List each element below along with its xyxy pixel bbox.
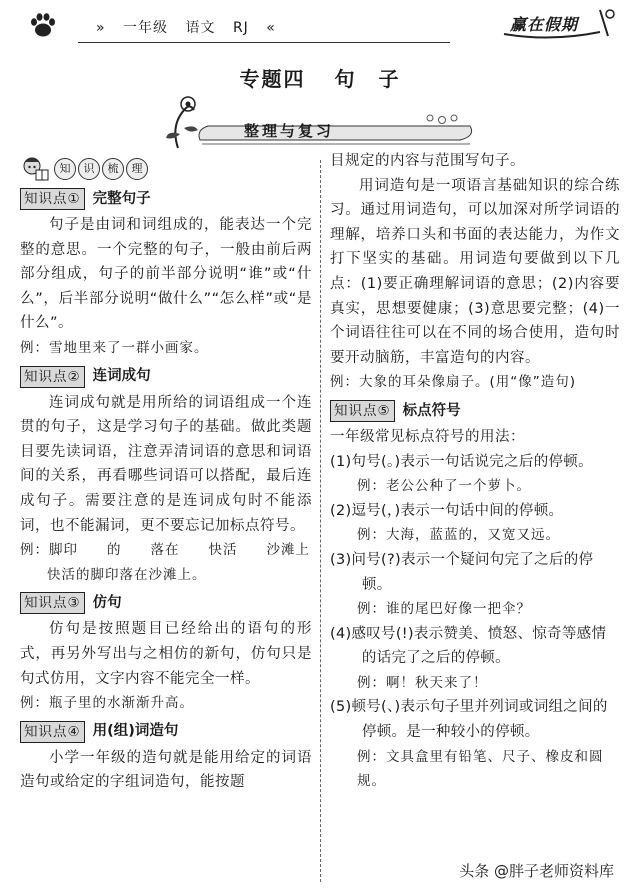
- kp2-example-answer: 快活的脚印落在沙滩上。: [47, 566, 207, 583]
- kp-label: 知识点⑤: [330, 400, 395, 422]
- brand-logo: [500, 6, 618, 40]
- knowledge-point-3-heading: [20, 591, 312, 615]
- header-info: [96, 17, 288, 37]
- kp4-example: 例：大象的耳朵像扇子。(用“像”造句): [330, 374, 577, 391]
- kp3-example: 例：瓶子里的水渐渐升高。: [20, 695, 194, 712]
- header-grade: 一年级: [123, 20, 169, 36]
- punctuation-example: 例：老公公种了一个萝卜。: [357, 478, 531, 495]
- kp-title: 完整句子: [92, 190, 151, 207]
- header-arrows-right: «: [266, 20, 276, 36]
- kp-title: 标点符号: [402, 402, 461, 419]
- brand-text: 赢在假期: [510, 15, 579, 34]
- kp5-intro: 一年级常见标点符号的用法：: [330, 428, 525, 445]
- kp4-paragraph: 小学一年级的造句就是能用给定的词语造句或给定的字组词造句，能按题: [20, 749, 312, 791]
- header-edition: RJ: [232, 20, 249, 36]
- kp-title: 仿句: [92, 595, 122, 612]
- kp-title: 用(组)词造句: [92, 723, 179, 740]
- header-subject: 语文: [185, 20, 216, 36]
- kp4-paragraph-2: 用词造句是一项语言基础知识的综合练习。通过用词造句，可以加深对所学词语的理解，培养口头和书面的表达能力，为作文打下坚实的基础。用词造句要做到以下几点：(1)要正确理解词语的意思；(2)内容要真实，思想要健康；(3)意思要完整；(4)一个词语往往可以在不同的场合使用，造句时要开动脑筋，丰富造句的内容。: [330, 177, 620, 366]
- kp-label: 知识点①: [20, 188, 85, 210]
- kp3-paragraph: 仿句是按照题目已经给出的语句的形式，再另外写出与之相仿的新句，仿句只是句式仿用，文字内容不能完全一样。: [20, 621, 312, 687]
- leaf-icon: [166, 133, 180, 139]
- column-divider: [320, 160, 321, 882]
- kp4-paragraph-continued: 目规定的内容与范围写句子。: [330, 153, 525, 169]
- section-tag-char: 梳: [102, 158, 124, 180]
- punctuation-item: (5)顿号(、)表示句子里并列词或词组之间的停顿。是一种较小的停顿。: [330, 699, 608, 741]
- right-column: [330, 149, 620, 794]
- punctuation-example: 例：谁的尾巴好像一把伞？: [357, 601, 531, 618]
- punctuation-item: (3)问号(?)表示一个疑问句完了之后的停顿。: [330, 551, 594, 593]
- kp2-example-words: 例：脚印 的 落在 快活 沙滩上: [20, 542, 310, 559]
- punctuation-example: 例：啊！秋天来了！: [357, 674, 488, 691]
- kp-label: 知识点③: [20, 592, 85, 614]
- punctuation-item: (2)逗号(，)表示一句话中间的停顿。: [330, 502, 564, 519]
- kp-label: 知识点④: [20, 721, 85, 743]
- reading-boy-icon: [20, 156, 50, 182]
- kp1-paragraph: 句子是由词和词组成的，能表达一个完整的意思。一个完整的句子，一般由前后两部分组成，句子的前半部分说明“谁”或“什么”，后半部分说明“做什么”“怎么样”或“是什么”。: [20, 217, 312, 332]
- kp-title: 连词成句: [92, 368, 151, 385]
- watermark: 头条 @胖子老师资料库: [459, 862, 614, 880]
- page-header: [0, 0, 640, 44]
- header-rule: [78, 42, 450, 43]
- title-topic-name: 句 子: [334, 67, 401, 91]
- punctuation-item: (4)感叹号(!)表示赞美、愤怒、惊奇等感情的话完了之后的停顿。: [330, 625, 607, 667]
- page-title: [0, 63, 640, 92]
- paw-print-icon: [28, 10, 58, 40]
- section-tag-char: 知: [54, 158, 76, 180]
- knowledge-point-5-heading: [330, 399, 620, 423]
- knowledge-point-4-heading: [20, 720, 312, 744]
- kp1-example: 例：雪地里来了一群小画家。: [20, 339, 209, 356]
- kp2-paragraph: 连词成句就是用所给的词语组成一个连贯的句子，这是学习句子的基础。做此类题目要先读词语，注意弄清词语的意思和词语间的关系，再看哪些词语可以搭配，最后连成句子。需要注意的是连词成句时不能添词，也不能漏词，更不要忘记加标点符号。: [20, 394, 312, 534]
- left-column: [20, 155, 312, 795]
- section-tag-char: 识: [78, 158, 100, 180]
- knowledge-point-2-heading: [20, 365, 312, 389]
- banner-title: 整理与复习: [244, 122, 335, 140]
- punctuation-example: 例：文具盒里有铅笔、尺子、橡皮和圆规。: [357, 748, 604, 790]
- header-arrows-left: »: [96, 20, 106, 36]
- punctuation-item: (1)句号(。)表示一句话说完之后的停顿。: [330, 453, 593, 470]
- title-topic-number: 专题四: [239, 67, 306, 91]
- punctuation-example: 例：大海，蓝蓝的，又宽又远。: [357, 527, 560, 544]
- section-tag: [20, 155, 312, 183]
- kp-label: 知识点②: [20, 366, 85, 388]
- knowledge-point-1-heading: [20, 187, 312, 211]
- section-tag-label: [54, 158, 150, 180]
- section-tag-char: 理: [126, 158, 148, 180]
